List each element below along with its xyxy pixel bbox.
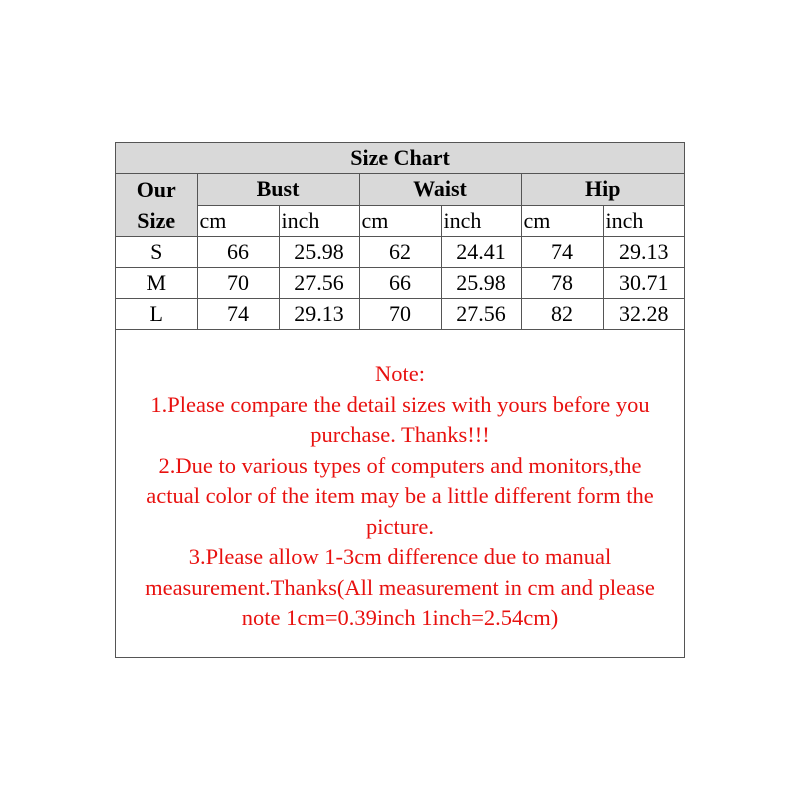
group-header-row: [116, 174, 684, 206]
size-label: S: [116, 237, 197, 268]
table-cell: 25.98: [279, 237, 359, 268]
table-cell: 74: [521, 237, 603, 268]
unit-header: cm: [359, 205, 441, 237]
table-cell: 29.13: [603, 237, 684, 268]
table-title: Size Chart: [116, 143, 684, 174]
table-cell: 62: [359, 237, 441, 268]
table-cell: 74: [197, 299, 279, 330]
size-header-line2: Size: [137, 208, 176, 233]
table-cell: 32.28: [603, 299, 684, 330]
note-line: actual color of the item may be a little different form the: [146, 483, 654, 508]
notes-block: [116, 359, 684, 634]
table-cell: 29.13: [279, 299, 359, 330]
note-line: measurement.Thanks(All measurement in cm and please: [145, 574, 655, 600]
table-cell: 70: [197, 268, 279, 299]
table-cell: 66: [197, 237, 279, 268]
table-cell: 78: [521, 268, 603, 299]
table-row: [116, 299, 684, 330]
note-line: picture.: [365, 513, 435, 539]
table-cell: 27.56: [279, 268, 359, 299]
size-label: M: [116, 268, 197, 299]
note-line: 3.Please allow 1-3cm difference due to manual: [188, 544, 612, 569]
note-line: 1.Please compare the detail sizes with yours before you: [150, 391, 650, 417]
bust-header: Bust: [197, 174, 359, 206]
size-label: L: [116, 299, 197, 330]
table-row: [116, 268, 684, 299]
unit-header: inch: [441, 205, 521, 237]
table-cell: 70: [359, 299, 441, 330]
unit-header: cm: [197, 205, 279, 237]
size-column-header: [116, 174, 197, 237]
table-row: [116, 237, 684, 268]
table-cell: 27.56: [441, 299, 521, 330]
unit-header-row: [116, 205, 684, 237]
waist-header: Waist: [359, 174, 521, 206]
note-heading: Note:: [375, 361, 425, 386]
note-line: 2.Due to various types of computers and monitors,the: [158, 452, 642, 478]
table-cell: 82: [521, 299, 603, 330]
table-cell: 24.41: [441, 237, 521, 268]
size-chart: [115, 142, 685, 658]
title-row: [116, 143, 684, 174]
note-line: note 1cm=0.39inch 1inch=2.54cm): [241, 605, 559, 630]
note-line: purchase. Thanks!!!: [310, 422, 490, 447]
table-cell: 66: [359, 268, 441, 299]
table-cell: 30.71: [603, 268, 684, 299]
unit-header: cm: [521, 205, 603, 237]
unit-header: inch: [279, 205, 359, 237]
table-cell: 25.98: [441, 268, 521, 299]
size-table: [116, 143, 684, 330]
hip-header: Hip: [521, 174, 684, 206]
size-header-line1: Our: [136, 177, 176, 202]
unit-header: inch: [603, 205, 684, 237]
